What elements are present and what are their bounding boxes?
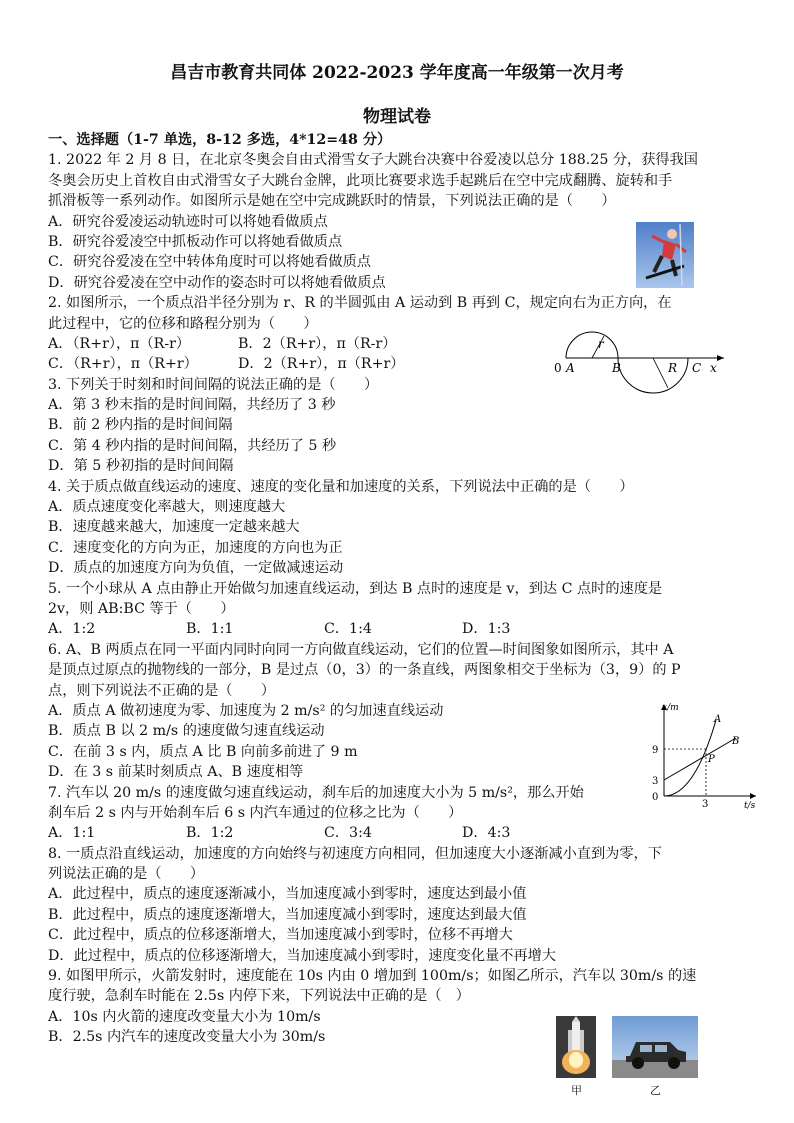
question-text: 2. 如图所示，一个质点沿半径分别为 r、R 的半圆弧由 A 运动到 B 再到 C，规定向右为正方向，在 [48,295,672,312]
option-row [48,823,758,843]
option-b: B．此过程中，质点的速度逐渐增大，当加速度减小到零时，速度达到最大值 [48,906,527,923]
car-photo-icon [612,1016,698,1078]
point-a-label: A [566,361,575,375]
option-a: A．1:1 [48,825,96,842]
point-c-label: C [692,361,702,375]
question-text: 此过程中，它的位移和路程分别为（ ） [48,315,318,332]
radius-R-label: R [668,361,678,375]
question-text: 是顶点过原点的抛物线的一部分，B 是过点（0，3）的一条直线，两图象相交于坐标为（3，9）的 P [48,662,681,679]
option-a: A．质点速度变化率越大，则速度越大 [48,499,286,516]
option-b: B．前 2 秒内指的是时间间隔 [48,417,233,434]
question-text: 7. 汽车以 20 m/s 的速度做匀速直线运动，刹车后的加速度大小为 5 m/s²，那么开始 [48,784,584,801]
y-tick-3: 3 [652,776,659,787]
option-a: A．（R+r），π（R-r） [48,335,191,352]
option-d: D．此过程中，质点的位移逐渐增大，当加速度减小到零时，速度变化量不再增大 [48,947,556,964]
option-a: A．1:2 [48,621,96,638]
option-d: D．研究谷爱凌在空中动作的姿态时可以将她看做质点 [48,274,386,291]
question-5 [48,579,758,640]
option-row [48,619,758,639]
radius-r-label: r [598,337,604,351]
photo-caption-yi: 乙 [650,1084,661,1097]
point-b-label: B [612,361,621,375]
option-d: D．4:3 [462,825,511,842]
x-tick-3: 3 [702,799,709,810]
option-b: B．1:2 [186,825,234,842]
question-text: 1. 2022 年 2 月 8 日，在北京冬奥会自由式滑雪女子大跳台决赛中谷爱凌以总分 188.25 分，获得我国 [48,152,698,169]
question-text: 抓滑板等一系列动作。如图所示是她在空中完成跳跃时的情景，下列说法正确的是（ ） [48,193,616,210]
semicircle-path-diagram [552,328,732,398]
option-c: C．1:4 [324,621,372,638]
option-c: C．此过程中，质点的位移逐渐增大，当加速度减小到零时，位移不再增大 [48,927,513,944]
option-d: D．2（R+r），π（R+r） [238,356,405,373]
question-text: 点，则下列说法不正确的是（ ） [48,682,276,699]
position-time-graph [644,700,760,810]
question-text: 9. 如图甲所示，火箭发射时，速度能在 10s 内由 0 增加到 100m/s；如图乙所示，汽车以 30m/s 的速 [48,968,697,985]
question-8 [48,844,758,966]
question-text: 冬奥会历史上首枚自由式滑雪女子大跳台金牌，此项比赛要求选手起跳后在空中完成翻腾、旋转和手 [48,172,673,189]
option-a: A．研究谷爱凌运动轨迹时可以将她看做质点 [48,213,328,230]
origin-label: 0 [652,792,659,803]
y-axis-label: x/m [662,703,679,713]
option-c: C．3:4 [324,825,372,842]
line-b-label: B [732,736,740,747]
option-b: B．研究谷爱凌空中抓板动作可以将她看做质点 [48,233,343,250]
option-b: B．1:1 [186,621,234,638]
option-a: A．质点 A 做初速度为零、加速度为 2 m/s² 的匀加速直线运动 [48,702,444,719]
curve-a-label: A [714,714,722,725]
question-4 [48,477,758,579]
question-text: 2v，则 AB:BC 等于（ ） [48,600,235,617]
option-d: D．第 5 秒初指的是时间间隔 [48,458,234,475]
x-axis-label: t/s [744,801,756,810]
question-text: 度行驶，急刹车时能在 2.5s 内停下来，下列说法中正确的是（ ） [48,988,470,1005]
option-b: B．速度越来越大，加速度一定越来越大 [48,519,300,536]
question-text: 列说法正确的是（ ） [48,866,205,883]
option-a: A．此过程中，质点的速度逐渐减小，当加速度减小到零时，速度达到最小值 [48,886,527,903]
question-text: 刹车后 2 s 内与开始刹车后 6 s 内汽车通过的位移之比为（ ） [48,804,463,821]
option-a: A．第 3 秒末指的是时间间隔，共经历了 3 秒 [48,397,336,414]
option-d: D．质点的加速度方向为负值，一定做减速运动 [48,560,344,577]
option-b: B．2（R+r），π（R-r） [238,335,397,352]
origin-label: 0 [554,361,562,375]
question-text: 3. 下列关于时刻和时间间隔的说法正确的是（ ） [48,376,379,393]
question-text: 5. 一个小球从 A 点由静止开始做匀加速直线运动，到达 B 点时的速度是 v，到达 C 点时的速度是 [48,580,663,597]
option-a: A．10s 内火箭的速度改变量大小为 10m/s [48,1008,321,1025]
rocket-photo-icon [556,1016,596,1078]
question-text: 8. 一质点沿直线运动，加速度的方向始终与初速度方向相同，但加速度大小逐渐减小直到为零，下 [48,845,662,862]
option-c: C．研究谷爱凌在空中转体角度时可以将她看做质点 [48,254,371,271]
option-b: B．2.5s 内汽车的速度改变量大小为 30m/s [48,1029,326,1046]
option-c: C．在前 3 s 内，质点 A 比 B 向前多前进了 9 m [48,743,358,760]
option-c: C．（R+r），π（R+r） [48,356,198,373]
option-b: B．质点 B 以 2 m/s 的速度做匀速直线运动 [48,723,325,740]
section-heading: 一、选择题（1-7 单选，8-12 多选，4*12=48 分） [48,132,392,148]
option-c: C．速度变化的方向为正，加速度的方向也为正 [48,539,343,556]
exam-title: 昌吉市教育共同体 2022-2023 学年度高一年级第一次月考 [170,63,624,83]
question-text: 4. 关于质点做直线运动的速度、速度的变化量和加速度的关系，下列说法中正确的是（ ） [48,478,634,495]
exam-subject: 物理试卷 [363,107,431,127]
option-d: D．在 3 s 前某时刻质点 A、B 速度相等 [48,764,304,781]
option-c: C．第 4 秒内指的是时间间隔，共经历了 5 秒 [48,437,337,454]
y-tick-9: 9 [652,745,659,756]
photo-caption-jia: 甲 [571,1084,582,1097]
point-p-label: P [708,754,715,765]
skier-photo-icon [636,222,694,288]
question-text: 6. A、B 两质点在同一平面内同时向同一方向做直线运动，它们的位置—时间图象如图所示，其中 A [48,641,674,658]
x-axis-label: x [710,361,717,375]
option-d: D．1:3 [462,621,511,638]
